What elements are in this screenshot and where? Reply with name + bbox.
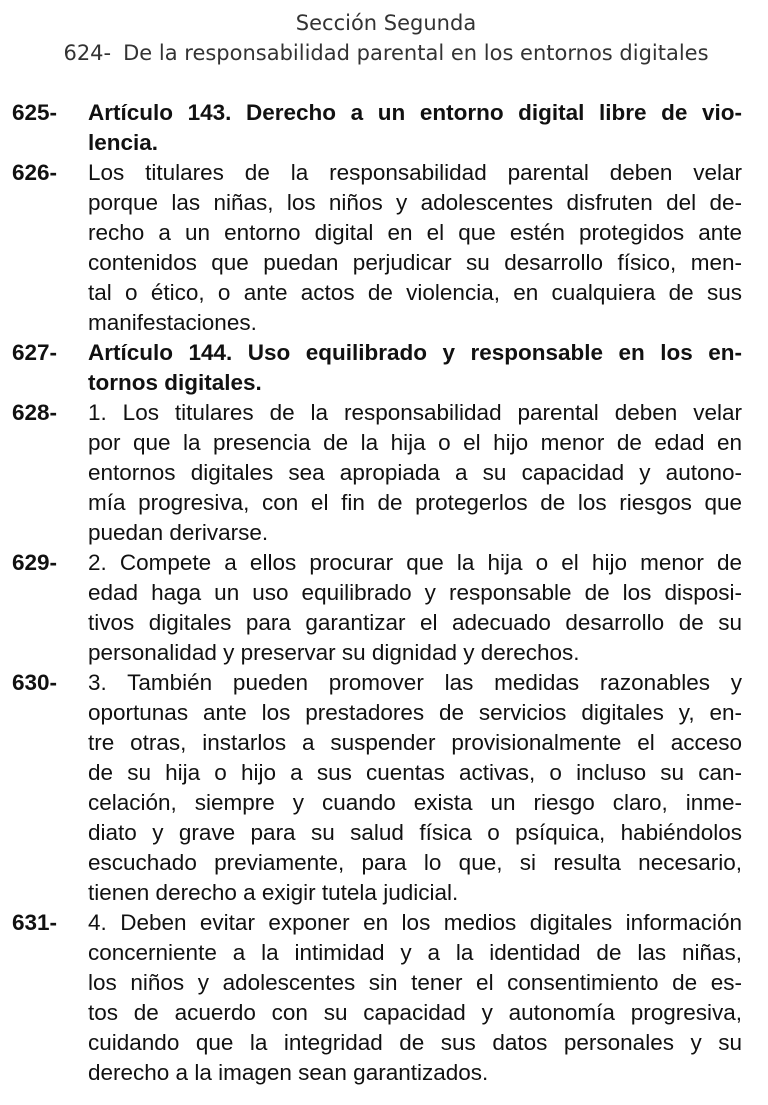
text-line: porque las niñas, los niños y adolescentes disfruten del de- [88, 190, 742, 215]
text-line: tornos digitales. [88, 370, 262, 395]
paragraph [0, 398, 768, 548]
text-line: edad haga un uso equilibrado y responsable de los disposi- [88, 580, 742, 605]
article-heading [0, 338, 768, 398]
paragraph [0, 908, 768, 1088]
text-line: tos de acuerdo con su capacidad y autonomía progresiva, [88, 1000, 742, 1025]
paragraph-number: 626- [12, 160, 58, 185]
section-title: Sección Segunda [295, 11, 477, 35]
paragraph-number: 630- [12, 670, 58, 695]
text-line: celación, siempre y cuando exista un riesgo claro, inme- [88, 790, 742, 815]
text-line: manifestaciones. [88, 310, 257, 335]
article-heading [0, 98, 768, 158]
text-line: los niños y adolescentes sin tener el consentimiento de es- [88, 970, 742, 995]
text-line: 3. También pueden promover las medidas razonables y [88, 670, 742, 695]
text-line: tal o ético, o ante actos de violencia, en cualquiera de sus [88, 280, 742, 305]
text-line: cuidando que la integridad de sus datos personales y su [88, 1030, 742, 1055]
text-line: oportunas ante los prestadores de servicios digitales y, en- [88, 700, 742, 725]
text-line: tre otras, instarlos a suspender provisionalmente el acceso [88, 730, 742, 755]
text-line: mía progresiva, con el fin de protegerlos de los riesgos que [88, 490, 742, 515]
text-line: Artículo 144. Uso equilibrado y responsable en los en- [88, 340, 742, 365]
paragraph-number: 625- [12, 100, 58, 125]
document-header [0, 8, 768, 68]
text-line: lencia. [88, 130, 159, 155]
text-line: tienen derecho a exigir tutela judicial. [88, 880, 459, 905]
paragraph [0, 668, 768, 908]
text-line: 4. Deben evitar exponer en los medios digitales información [88, 910, 742, 935]
text-line: recho a un entorno digital en el que estén protegidos ante [88, 220, 742, 245]
text-line: diato y grave para su salud física o psíquica, habiéndolos [88, 820, 742, 845]
subtitle-text: De la responsabilidad parental en los entornos digitales [123, 41, 709, 65]
text-line: de su hija o hijo a sus cuentas activas, o incluso su can- [88, 760, 742, 785]
subtitle-number: 624- [63, 41, 112, 65]
text-line: personalidad y preservar su dignidad y derechos. [88, 640, 580, 665]
text-line: Los titulares de la responsabilidad parental deben velar [88, 160, 742, 185]
text-line: derecho a la imagen sean garantizados. [88, 1060, 489, 1085]
text-line: por que la presencia de la hija o el hijo menor de edad en [88, 430, 742, 455]
text-line: puedan derivarse. [88, 520, 269, 545]
paragraph-number: 627- [12, 340, 58, 365]
paragraph-number: 629- [12, 550, 58, 575]
text-line: contenidos que puedan perjudicar su desarrollo físico, men- [88, 250, 742, 275]
chapter-subtitle [0, 38, 768, 68]
paragraph-number: 631- [12, 910, 58, 935]
text-line: concerniente a la intimidad y a la identidad de las niñas, [88, 940, 742, 965]
text-line: tivos digitales para garantizar el adecuado desarrollo de su [88, 610, 742, 635]
paragraph-number: 628- [12, 400, 58, 425]
paragraph [0, 548, 768, 668]
text-line: escuchado previamente, para lo que, si resulta necesario, [88, 850, 742, 875]
document-body [0, 98, 768, 1088]
text-line: 1. Los titulares de la responsabilidad parental deben velar [88, 400, 742, 425]
text-line: 2. Compete a ellos procurar que la hija o el hijo menor de [88, 550, 742, 575]
paragraph [0, 158, 768, 338]
text-line: entornos digitales sea apropiada a su capacidad y autono- [88, 460, 742, 485]
text-line: Artículo 143. Derecho a un entorno digital libre de vio- [88, 100, 742, 125]
